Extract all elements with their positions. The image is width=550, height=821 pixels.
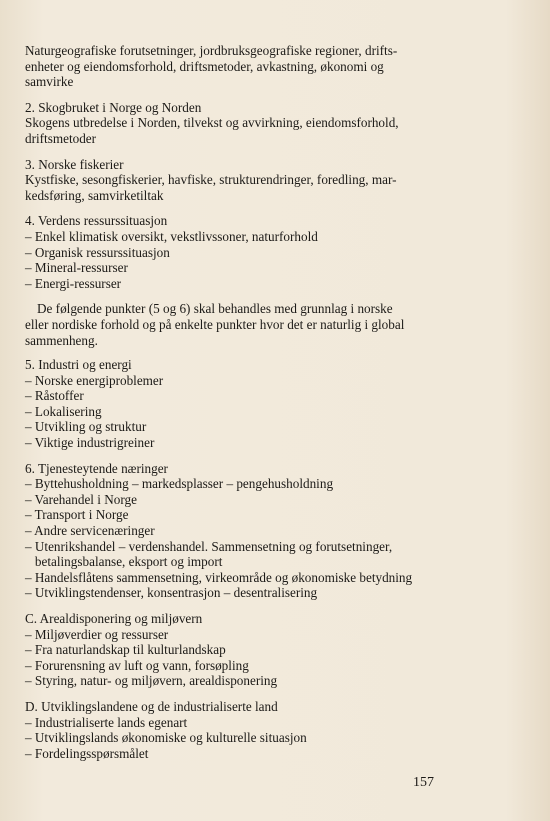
- section-land-use: [25, 611, 437, 689]
- page-content: [25, 43, 437, 771]
- list-item: – Mineral-ressurser: [25, 260, 128, 276]
- section-agriculture: [25, 43, 437, 90]
- section-heading: D. Utviklingslandene og de industrialiserte land: [25, 698, 278, 714]
- list-item: – Transport i Norge: [25, 507, 129, 523]
- list-item: – Styring, natur- og miljøvern, arealdisponering: [25, 673, 278, 689]
- list-item: – Byttehusholdning – markedsplasser – pengehusholdning: [25, 476, 334, 492]
- page-number: 157: [413, 775, 434, 790]
- text-line: driftsmetoder: [25, 130, 97, 146]
- section-developing-countries: [25, 699, 437, 761]
- section-heading: 2. Skogbruket i Norge og Norden: [25, 99, 202, 115]
- list-item: – Organisk ressurssituasjon: [25, 244, 170, 260]
- text-line: kedsføring, samvirketiltak: [25, 187, 164, 203]
- list-item: – Andre servicenæringer: [25, 523, 155, 539]
- list-item: – Varehandel i Norge: [25, 491, 137, 507]
- intro-paragraph: [25, 301, 437, 348]
- section-heading: 4. Verdens ressurssituasjon: [25, 213, 168, 229]
- section-heading: C. Arealdisponering og miljøvern: [25, 611, 203, 626]
- text-line: eller nordiske forhold og på enkelte punkter hvor det er naturlig i global: [25, 316, 405, 332]
- section-forestry: [25, 100, 437, 147]
- text-line: sammenheng.: [25, 332, 98, 348]
- list-item: – Forurensning av luft og vann, forsøpling: [25, 657, 249, 673]
- list-item: – Utenrikshandel – verdenshandel. Sammensetning og forutsetninger,: [25, 538, 393, 554]
- list-item: – Enkel klimatisk oversikt, vekstlivssoner, naturforhold: [25, 228, 318, 244]
- section-fisheries: [25, 157, 437, 204]
- text-line: enheter og eiendomsforhold, driftsmetoder, avkastning, økonomi og: [25, 58, 384, 74]
- list-item: – Utvikling og struktur: [25, 419, 147, 435]
- text-line: Skogens utbredelse i Norden, tilvekst og avvirkning, eiendomsforhold,: [25, 115, 399, 131]
- list-item: – Energi-ressurser: [25, 275, 122, 291]
- section-heading: 6. Tjenesteytende næringer: [25, 460, 168, 476]
- text-line: samvirke: [25, 74, 74, 90]
- section-heading: 5. Industri og energi: [25, 357, 132, 373]
- section-resources: [25, 213, 437, 291]
- section-services: [25, 461, 437, 601]
- list-item: – Råstoffer: [25, 388, 84, 404]
- list-item: – Utviklingstendenser, konsentrasjon – desentralisering: [25, 585, 318, 601]
- list-item: – Fra naturlandskap til kulturlandskap: [25, 642, 226, 658]
- list-item: – Handelsflåtens sammensetning, virkeområde og økonomiske betydning: [25, 569, 413, 585]
- section-heading: 3. Norske fiskerier: [25, 156, 124, 172]
- list-item: – Miljøverdier og ressurser: [25, 626, 169, 642]
- list-item: – Norske energiproblemer: [25, 372, 164, 388]
- list-item: – Industrialiserte lands egenart: [25, 714, 188, 730]
- text-line: Naturgeografiske forutsetninger, jordbruksgeografiske regioner, drifts-: [25, 43, 398, 58]
- list-item: betalingsbalanse, eksport og import: [25, 554, 223, 570]
- list-item: – Viktige industrigreiner: [25, 435, 155, 451]
- text-line: Kystfiske, sesongfiskerier, havfiske, strukturendringer, foredling, mar-: [25, 172, 397, 188]
- list-item: – Fordelingsspørsmålet: [25, 745, 149, 761]
- list-item: – Utviklingslands økonomiske og kulturelle situasjon: [25, 730, 307, 746]
- list-item: – Lokalisering: [25, 403, 102, 419]
- section-industry: [25, 357, 437, 451]
- text-line: De følgende punkter (5 og 6) skal behandles med grunnlag i norske: [37, 301, 393, 317]
